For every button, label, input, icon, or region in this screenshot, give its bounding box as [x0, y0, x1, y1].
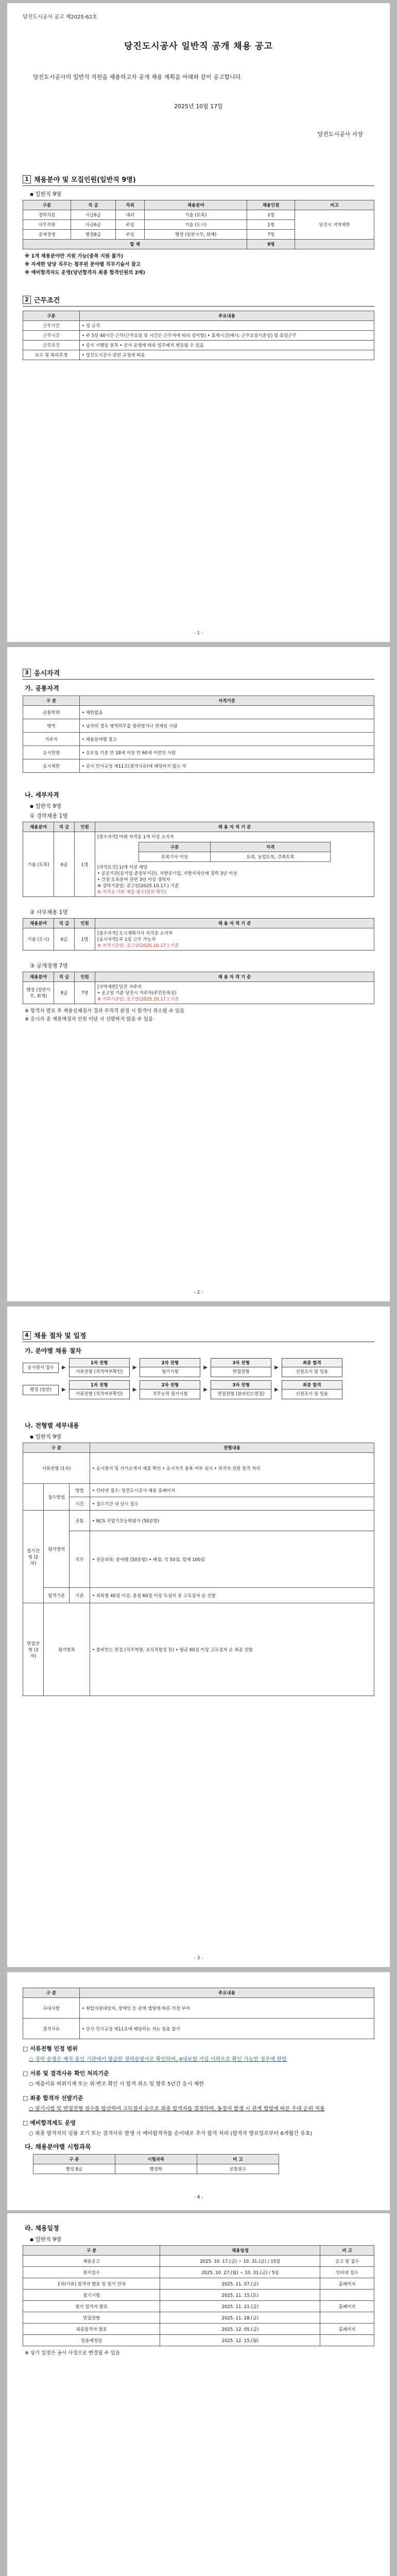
- cell: 공고 및 접수: [320, 2256, 374, 2267]
- cell: 토목기사 이상: [139, 852, 210, 862]
- cell: 방법: [70, 1484, 90, 1497]
- note-line: ※ 응시자 중 채용예정자 인원 미달 시 선발하지 않을 수 있음: [25, 1016, 153, 1022]
- cell: 서류전형 (1차): [23, 1453, 90, 1484]
- cell: 기준: [70, 1588, 90, 1603]
- para-text: ○ 경력 증명은 재직 중인 기관에서 발급한 경력증명서로 확인하며, 4대보험 가입 이력으로 확인 가능한 경우에 한함: [29, 2057, 287, 2062]
- criteria-line: [응시자격] 주 1일 근무 가능자: [97, 937, 156, 942]
- arrow-right-icon: ▶: [132, 1387, 137, 1393]
- th: 비 고: [320, 2246, 374, 2256]
- cell: 2025. 10. 17.(금) ~ 10. 31.(금) / 15일: [160, 2256, 320, 2267]
- section-4-number: 4: [23, 1331, 31, 1340]
- flow-stage: [140, 1380, 200, 1399]
- page-2: [7, 647, 390, 1301]
- th: 직위: [115, 200, 145, 210]
- cell: [95, 928, 374, 951]
- cell: 행정 (일반사무, 회계): [23, 982, 54, 1004]
- table-row: [23, 1453, 374, 1484]
- cell: 결격사유: [23, 2019, 80, 2039]
- th: 비고: [295, 200, 374, 210]
- flow-stage: [140, 1358, 200, 1377]
- work-condition-table: [23, 311, 374, 360]
- table-row: [23, 706, 374, 719]
- stage-detail-bullet: ▪ 일반직 9명: [30, 1434, 62, 1440]
- cell: • 블라인드 면접 (직무역량, 조직적합성 등) • 평균 60점 이상 고득점자 순 최종 선발: [90, 1603, 374, 1696]
- th: 채 용 자 격 기 준: [95, 972, 374, 982]
- cell: [320, 2335, 374, 2346]
- th: 채용인원: [247, 200, 295, 210]
- th: 직 급: [71, 200, 116, 210]
- cell: 임용예정일: [23, 2335, 160, 2346]
- th: 구분: [23, 311, 80, 321]
- th: 시험과목: [115, 2155, 197, 2164]
- cell: • 공사 시행일 원칙 • 공사 운영에 따라 업무배치 변동될 수 있음: [80, 341, 374, 350]
- flow-left-box: [23, 1363, 59, 1373]
- arrow-right-icon: ▶: [62, 1365, 66, 1370]
- cell: 2025. 12. 15.(월): [160, 2335, 320, 2346]
- th: 채용분야: [23, 822, 54, 832]
- cell: 근무기간: [23, 321, 80, 331]
- cell: 면접전형 (3차): [23, 1603, 44, 1696]
- para-head: □ 예비합격제도 운영: [23, 2120, 76, 2126]
- cell: 공통필수: [197, 2164, 279, 2174]
- cell: [23, 1484, 44, 1511]
- table-row: [23, 1603, 374, 1696]
- cell: 홈페이지: [320, 2324, 374, 2335]
- flow-stage: [69, 1380, 130, 1399]
- subsection-stage-detail: 나. 전형별 세부내용: [25, 1422, 79, 1429]
- th: 채 용 자 격 기 준: [95, 822, 374, 832]
- criteria-line: ※ 자격기준일: 공고일(2025.10.17.) 기준: [97, 943, 179, 948]
- cell: 사급6급: [71, 210, 116, 220]
- cell: 기술 (토목): [23, 832, 54, 897]
- table-row: [23, 759, 374, 773]
- table-row: [23, 331, 374, 341]
- cell: 2025. 11. 28.(금): [160, 2312, 320, 2324]
- cell: 6급: [54, 832, 75, 897]
- section-1-label: 채용분야 및 모집인원(일반직 9명): [34, 176, 136, 184]
- th: 채용분야: [145, 200, 247, 210]
- th: 주요내용: [80, 1988, 374, 1998]
- th: 비 고: [197, 2155, 279, 2164]
- cell: 행정 8급: [33, 2164, 115, 2174]
- flow-stage-body: 면접전형 (블라인드면접): [217, 1392, 265, 1397]
- criteria-line: [필수자격] 도시계획기사 자격증 소지자: [97, 931, 173, 936]
- cell: 평가항목: [44, 1603, 90, 1696]
- th: 채 용 자 격 기 준: [95, 919, 374, 928]
- cell: [95, 832, 374, 897]
- cell: 2025. 11. 15.(토): [160, 2290, 320, 2301]
- cell: 평가영역: [44, 1511, 70, 1588]
- cell: 7명: [247, 230, 295, 240]
- cell: 당진시 지역제한: [295, 210, 374, 240]
- cell: 공개경쟁: [23, 230, 71, 240]
- cell: 행정8급: [71, 230, 116, 240]
- cell: 원서접수: [23, 2267, 160, 2278]
- criteria-line: [필수자격] 아래 자격을 1개 이상 소지자: [97, 835, 174, 840]
- page-number: - 2 -: [194, 1290, 203, 1295]
- subsection-common: 가. 공통자격: [25, 685, 59, 692]
- cell: 대리: [115, 210, 145, 220]
- flow-stage-head: 1차 전형: [70, 1381, 129, 1389]
- section-4-title: [23, 1330, 374, 1342]
- cell: 우대사항: [23, 1998, 80, 2019]
- page-1: [7, 3, 390, 642]
- cell: • 과목별 40점 이상, 총점 60점 이상 득점자 중 고득점자 순 선발: [90, 1588, 374, 1603]
- office-table: [23, 918, 374, 951]
- cell: 공통: [70, 1511, 90, 1531]
- cell: 필기 합격자 발표: [23, 2301, 160, 2312]
- th: 구 분: [23, 1988, 80, 1998]
- cell: 응시연령: [23, 746, 80, 759]
- flow-stage-head: 1차 전형: [70, 1359, 129, 1367]
- table-row: [23, 1998, 374, 2019]
- criteria-line: ※ 거주기준일: 공고일(2025.10.17.) 기준: [97, 997, 179, 1002]
- table-row: [23, 719, 374, 733]
- cell: 응시제한: [23, 759, 80, 773]
- table-row: [23, 1484, 374, 1497]
- th: 채용분야: [23, 919, 54, 928]
- cell: 채용공고: [23, 2256, 160, 2267]
- cell: • 당진도시공사 관련 규정에 따름: [80, 350, 374, 360]
- th: 구 분: [23, 1443, 90, 1453]
- detail-open: ③ 공개경쟁 7명: [30, 963, 68, 969]
- section-2-title: [23, 295, 374, 307]
- flow-stage: [69, 1358, 130, 1377]
- th: 직 급: [54, 822, 75, 832]
- th: 전형내용: [90, 1443, 374, 1453]
- table-row: [23, 2335, 374, 2346]
- th: 구 분: [23, 696, 80, 706]
- cell: 1명: [75, 928, 95, 951]
- note-line: ※ 예비합격자도 운영(당년합격자 최종 합격인원의 2배): [25, 270, 145, 276]
- cell: 주임: [115, 220, 145, 230]
- cell: 2025. 12. 05.(금): [160, 2324, 320, 2335]
- table-row: [23, 746, 374, 759]
- arrow-right-icon: ▶: [274, 1365, 279, 1370]
- schedule-table: [23, 2245, 374, 2346]
- subject-table: [33, 2154, 279, 2174]
- th: 인원: [75, 972, 95, 982]
- table-row: [23, 2290, 374, 2301]
- subsection-schedule: 라. 채용일정: [25, 2225, 59, 2232]
- page-number-4: - 4 -: [194, 2195, 203, 2200]
- process-flow-2: [23, 1380, 374, 1399]
- cell: 합격기준: [44, 1588, 70, 1603]
- cell: • 전공과목: 분야별 (50문항) • 배점: 각 50점, 합계 100점: [90, 1531, 374, 1588]
- flow-stage-body: 면접전형: [232, 1369, 250, 1375]
- notice-date: 2025년 10월 17일: [174, 103, 223, 110]
- cell: 접수방법: [44, 1484, 70, 1511]
- table-row: [23, 1588, 374, 1603]
- cell: 6급: [54, 928, 75, 951]
- cell: 거주지: [23, 733, 80, 746]
- cell: 1명: [247, 220, 295, 230]
- th: 자격: [211, 842, 331, 852]
- table-row: [23, 350, 374, 360]
- table-row: [23, 2301, 374, 2312]
- th: 인원: [75, 919, 95, 928]
- section-2-number: 2: [23, 296, 31, 304]
- section-1-number: 1: [23, 175, 31, 183]
- th: 주요내용: [80, 311, 374, 321]
- detail-bullet: ▪ 일반직 9명: [30, 803, 62, 809]
- cell: 2025. 11. 07.(금): [160, 2278, 320, 2290]
- para-head: □ 서류 및 결격사유 확인 처리기준: [23, 2070, 109, 2077]
- flow-stage-body: 신원조사 및 임용: [296, 1392, 329, 1397]
- arrow-right-icon: ▶: [274, 1387, 279, 1393]
- para-text: ○ 최종 합격자의 임용 포기 또는 결격사유 발생 시 예비합격자를 순서대로 추가 합격 처리 (합격자 발표일로부터 6개월간 유효): [29, 2131, 313, 2137]
- cell: 2025. 11. 21.(금): [160, 2301, 320, 2312]
- flow-stage-body: 직무능력 필기시험: [152, 1392, 188, 1397]
- flow-stage-head: 최종 합격: [282, 1359, 342, 1367]
- table-row: [23, 928, 374, 951]
- cell: 주임: [115, 230, 145, 240]
- cell: • 응시원서 및 자기소개서 제출 확인 • 응시자격 충족 여부 심사 • 적격자 전원 합격 처리: [90, 1453, 374, 1484]
- table-row: [23, 321, 374, 331]
- cell: [320, 2312, 374, 2324]
- subsection-detail: 나. 세부자격: [25, 791, 59, 799]
- cell: 기술 (토목): [145, 210, 247, 220]
- table-row: [23, 2267, 374, 2278]
- cell: • 인터넷 접수: 당진도시공사 채용 홈페이지: [90, 1484, 374, 1497]
- cell: 홈페이지: [320, 2301, 374, 2312]
- table-row-total: [23, 240, 374, 249]
- cell: 1명: [75, 832, 95, 897]
- cell: 근무시간: [23, 331, 80, 341]
- section-2-label: 근무조건: [34, 297, 60, 304]
- detail-office: ② 사무채용 1명: [30, 909, 68, 916]
- th: 인원: [75, 822, 95, 832]
- section-3-number: 3: [23, 669, 31, 677]
- arrow-right-icon: ▶: [203, 1387, 208, 1393]
- criteria-line: • 공고일 기준 당진시 거주자(주민등록상): [97, 991, 177, 996]
- table-row: [23, 832, 374, 897]
- table-row: [23, 2278, 374, 2290]
- arrow-right-icon: ▶: [203, 1365, 208, 1370]
- cell: 행정 (일반사무, 회계): [145, 230, 247, 240]
- flow-left-label: 응시원서 접수: [27, 1365, 54, 1370]
- table-row: [33, 2164, 279, 2174]
- th: 구분: [139, 842, 210, 852]
- cell: 시간: [70, 1497, 90, 1511]
- subsection-process: 가. 분야별 채용 절차: [25, 1347, 81, 1354]
- page-title: 당진도시공사 일반직 공개 채용 공고: [124, 41, 273, 52]
- section-4-label: 채용 절차 및 일정: [34, 1332, 87, 1340]
- cell: • 응모일 기준 만 18세 이상 만 60세 미만인 사람: [80, 746, 374, 759]
- table-row: [23, 210, 374, 220]
- cell: • 공사 인사규정 제11조(결격사유)에 해당하지 않는 자: [80, 759, 374, 773]
- para-text: ○ 필기시험 및 면접전형 점수를 합산하여 고득점자 순으로 최종 합격자를 결정하며, 동점자 발생 시 관계 법령에 따른 우대 순위 적용: [29, 2106, 325, 2112]
- cell: 홈페이지: [320, 2278, 374, 2290]
- th: 직 급: [54, 919, 75, 928]
- cell: [320, 2290, 374, 2301]
- table-row: [23, 1531, 374, 1588]
- flow-stage: [211, 1380, 271, 1399]
- criteria-line: [지역제한] 당진 거주자: [97, 985, 142, 990]
- cell: 9명: [247, 240, 295, 249]
- criteria-line: [자격요건] 1)개 이상 해당: [97, 865, 148, 870]
- note-line: ※ 1개 채용분야만 지원 가능(중복 지원 불가): [25, 253, 124, 259]
- th: 자격기준: [80, 696, 374, 706]
- table-row: [23, 2019, 374, 2039]
- cell: 직무: [70, 1531, 90, 1588]
- table-row: [23, 733, 374, 746]
- cell: • 제한없음: [80, 706, 374, 719]
- flow-stage-body: 서류전형 (적격여부확인): [75, 1392, 123, 1397]
- flow-stage-head: 3차 전형: [211, 1359, 271, 1367]
- process-flow-1: [23, 1358, 374, 1377]
- signer: 당진도시공사 사장: [317, 131, 363, 138]
- stage-detail-table: [23, 1443, 374, 1696]
- flow-left-label: 행정 (일반): [29, 1387, 52, 1393]
- cell: • 공사 인사규정 제11조에 해당하는 자는 임용 불가: [80, 2019, 374, 2039]
- cell: 면접전형: [23, 2312, 160, 2324]
- page-number: - 1 -: [194, 631, 203, 636]
- table-row: [23, 2324, 374, 2335]
- th: 직 급: [54, 972, 75, 982]
- criteria-warning: ※ 자격증 사본 제출 필수(원본 확인): [97, 890, 167, 895]
- page-number: - 3 -: [194, 1956, 203, 1961]
- para-head: □ 서류전형 인정 범위: [23, 2045, 78, 2052]
- section-3-title: [23, 668, 374, 680]
- table-row: [23, 982, 374, 1004]
- th: 채용일정: [160, 2246, 320, 2256]
- notes-1: [25, 252, 374, 277]
- flow-stage-body: 필기시험: [161, 1369, 179, 1375]
- notes-2: [25, 1007, 374, 1024]
- cell: • 주 5일 40시간 근무(근무요일 및 시간은 근무지에 따라 상이함) • 휴게시간(예시: 근무요일기준상) 및 휴일근무: [80, 331, 374, 341]
- cell: • 접수기간 내 상시 접수: [90, 1497, 374, 1511]
- cell: 사급6급: [71, 220, 116, 230]
- table-row: [23, 2256, 374, 2267]
- cell: [95, 982, 374, 1004]
- arrow-right-icon: ▶: [62, 1387, 66, 1393]
- note-line: ※ 합격자 발표 후 채용신체검사 결과 부적격 판정 시 합격이 취소될 수 있음: [25, 1008, 185, 1014]
- recruit-table: [23, 200, 374, 249]
- cell: 인터넷 접수: [320, 2267, 374, 2278]
- cell: 합 계: [23, 240, 247, 249]
- open-table: [23, 972, 374, 1004]
- flow-stage-head: 최종 합격: [282, 1381, 342, 1389]
- flow-left-box: [23, 1385, 59, 1395]
- th: 구분: [23, 200, 71, 210]
- criteria-line: ※ 경력기준일: 공고일(2025.10.17.) 기준: [97, 884, 179, 889]
- cell: • 취업지원대상자, 장애인 등 관계 법령에 따른 가점 부여: [80, 1998, 374, 2019]
- cell: • 정 규직: [80, 321, 374, 331]
- flow-stage-head: 3차 전형: [211, 1381, 271, 1389]
- detail-career: ① 경력채용 1명: [30, 813, 68, 819]
- section-1-title: [23, 174, 374, 186]
- criteria-line: • 공공기관(공기업·준정부기관), 지방공기업, 지방자치단체 경력 3년 이상: [97, 871, 237, 876]
- career-table: [23, 822, 374, 897]
- cell: 1명: [247, 210, 295, 220]
- criteria-line: • 건설·토목분야 관련 3년 이상 경력자: [97, 877, 170, 883]
- table-row: [23, 2312, 374, 2324]
- flow-stage-head: 2차 전형: [140, 1359, 200, 1367]
- cell: 기술 (도시): [23, 928, 54, 951]
- subsection-subjects: 다. 채용분야별 시험과목: [25, 2143, 91, 2150]
- arrow-right-icon: ▶: [132, 1365, 137, 1370]
- schedule-bullet: ▪ 일반직 9명: [30, 2236, 62, 2243]
- cell: • NCS 직업기초능력평가 (50문항): [90, 1511, 374, 1531]
- cell: 2025. 10. 27.(월) ~ 10. 31.(금) / 5일: [160, 2267, 320, 2278]
- para-text: ○ 제출서류 허위기재 또는 위·변조 확인 시 합격 취소 및 향후 5년간 응시 제한: [29, 2081, 204, 2087]
- page-4: [7, 1972, 390, 2576]
- flow-stage: [211, 1358, 271, 1377]
- cell: 필기전형 (2차): [23, 1511, 44, 1603]
- th: 구 분: [33, 2155, 115, 2164]
- page-3: [7, 1307, 390, 1967]
- table-row: [23, 1511, 374, 1531]
- cell: • 채용분야별 참고: [80, 733, 374, 746]
- cell: 필기시험: [23, 2290, 160, 2301]
- cell: 최종합격자 발표: [23, 2324, 160, 2335]
- cell: 공통학력: [23, 706, 80, 719]
- intro-text: 당진도시공사의 일반직 직원을 채용하고자 공개 채용 계획을 아래와 같이 공고합니다.: [33, 74, 243, 80]
- cell: 토목, 농업토목, 건축토목: [211, 852, 331, 862]
- section-3-label: 응시자격: [34, 670, 60, 677]
- cell: • 남자의 경우 병역의무를 필하였거나 면제된 사람: [80, 719, 374, 733]
- flow-stage: [282, 1358, 342, 1377]
- table-row: [23, 341, 374, 350]
- flow-stage-head: 2차 전형: [140, 1381, 200, 1389]
- cell: 경력직원: [23, 210, 71, 220]
- common-qual-table: [23, 696, 374, 773]
- schedule-note: ※ 상기 일정은 공사 사정으로 변경될 수 있음: [25, 2350, 120, 2356]
- cell: 병역: [23, 719, 80, 733]
- th: 채용분야: [23, 972, 54, 982]
- cell: 근무조건: [23, 341, 80, 350]
- cell: 사무직원: [23, 220, 71, 230]
- cell: [295, 240, 374, 249]
- inner-cert-table: [139, 842, 331, 862]
- flow-stage-body: 신원조사 및 임용: [296, 1369, 329, 1375]
- table-row: [23, 1497, 374, 1511]
- cell: 8급: [54, 982, 75, 1004]
- cell: 기술 (도시): [145, 220, 247, 230]
- cell: 7명: [75, 982, 95, 1004]
- para-head: □ 최종 합격자 선발기준: [23, 2095, 83, 2102]
- flow-stage: [282, 1380, 342, 1399]
- notice-number: 당진도시공사 공고 제2025-62호: [23, 14, 97, 20]
- th: 구 분: [23, 2246, 160, 2256]
- note-line: ※ 자세한 담당 직무는 첨부된 분야별 직무기술서 참고: [25, 262, 141, 267]
- extra-table: [23, 1988, 374, 2039]
- cell: 1차(서류) 합격자 발표 및 필기 안내: [23, 2278, 160, 2290]
- cell: 행정학: [115, 2164, 197, 2174]
- section-1-bullet: ▪ 일반직 9명: [30, 191, 62, 197]
- cell: 보수 및 복리후생: [23, 350, 80, 360]
- flow-stage-body: 서류전형 (적격여부확인): [75, 1369, 123, 1375]
